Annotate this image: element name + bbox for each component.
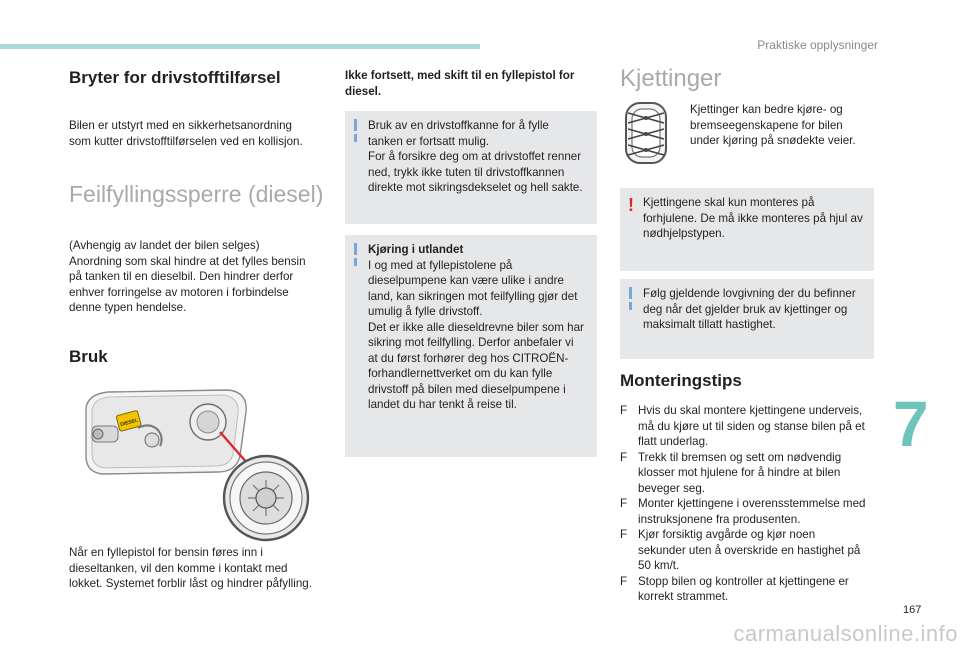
bullet-marker: F [620, 528, 628, 541]
paragraph-feilfyllingssperre: (Avhengig av landet der bilen selges) Anordning som skal hindre at det fylles bensin på tanken til en dieselbil. Den hindrer derfor enhver forringelse av motoren i forbindelse denne typen hendelse. [69, 239, 306, 314]
diesel-label: DIESEL [119, 417, 139, 429]
intro-text: Ikke fortsett, med skift til en fyllepistol for diesel. [345, 69, 575, 98]
bullet-marker: F [620, 574, 628, 588]
mounting-tips-list [620, 403, 882, 605]
tip-text: Monter kjettingene i overensstemmelse med instruksjonene fra produsenten. [638, 497, 866, 526]
heading-feilfyllingssperre: Feilfyllingssperre (diesel) [69, 181, 324, 207]
paragraph-kjettinger: Kjettinger kan bedre kjøre- og bremseegenskapene for bilen under kjøring på snødekte veier. [690, 103, 856, 147]
info-box-drivstoffkanne [345, 111, 597, 224]
list-item [620, 527, 882, 574]
tip-text: Stopp bilen og kontroller at kjettingene er korrekt strammet. [638, 574, 849, 603]
tip-text: Kjør forsiktig avgårde og kjør noen sekunder uten å overskride en hastighet på 50 km/t. [638, 528, 861, 572]
tip-text: Trekk til bremsen og sett om nødvendig klosser mot hjulene for å hindre at bilen beveger seg. [638, 450, 842, 495]
heading-bryter: Bryter for drivstofftilførsel [69, 68, 281, 87]
info-box-lovgivning [620, 279, 874, 359]
info-icon [629, 287, 632, 310]
bullet-marker: F [620, 497, 628, 510]
fuel-cap-illustration [78, 386, 328, 544]
info-text-utlandet: I og med at fyllepistolene på dieselpumpene kan være ulike i andre land, kan sikringen mot feilfylling gjør det umulig å fylle drivstoff. Det er ikke alle dieseldrevne biler som har sikring mot feilfylling. Derfor anbefaler vi at du først forhører deg hos CITROËN- forhandlernettverket om du kan fylle drivstoff på bilen med dieselpumpene i landet du har tenkt å reise til. [368, 258, 584, 411]
header-accent-bar [0, 44, 480, 49]
paragraph-bryter: Bilen er utstyrt med en sikkerhetsanordning som kutter drivstofftilførselen ved en kollisjon. [69, 119, 303, 148]
info-icon [354, 119, 357, 142]
list-item [620, 450, 882, 497]
info-icon [354, 243, 357, 266]
watermark: carmanualsonline.info [733, 621, 958, 646]
chapter-number: 7 [893, 388, 929, 460]
misfuel-device-illustration [78, 386, 328, 544]
bullet-marker: F [620, 450, 628, 464]
section-label: Praktiske opplysninger [757, 38, 878, 52]
list-item [620, 574, 882, 605]
warning-icon: ! [628, 195, 634, 215]
info-box-utlandet [345, 235, 597, 457]
tip-text: Hvis du skal montere kjettingene underveis, må du kjøre ut til siden og stanse bilen på et flatt underlag. [638, 404, 865, 448]
info-text-drivstoffkanne: Bruk av en drivstoffkanne for å fylle tanken er fortsatt mulig. For å forsikre deg om at drivstoffet renner ned, trykk ikke tuten til drivstoffkannen direkte mot sikringsdekselet og hell sakte. [368, 119, 583, 194]
info-text-lovgivning: Følg gjeldende lovgivning der du befinner deg når det gjelder bruk av kjettinger og maksimalt tillatt hastighet. [643, 287, 856, 331]
page-number: 167 [903, 604, 922, 616]
heading-monteringstips: Monteringstips [620, 371, 742, 390]
list-item [620, 496, 882, 527]
list-item [620, 403, 882, 450]
paragraph-bruk: Når en fyllepistol for bensin føres inn i dieseltanken, vil den komme i kontakt med lokket. Systemet forblir låst og hindrer påfylling. [69, 546, 312, 590]
warning-text-forhjul: Kjettingene skal kun monteres på forhjulene. De må ikke monteres på hjul av nødhjelpstypen. [643, 196, 863, 240]
bullet-marker: F [620, 404, 628, 417]
snow-chain-icon [620, 99, 672, 167]
info-title-utlandet: Kjøring i utlandet [368, 243, 464, 256]
warning-box-forhjul [620, 188, 874, 271]
heading-kjettinger: Kjettinger [620, 65, 722, 92]
heading-bruk: Bruk [69, 347, 108, 366]
